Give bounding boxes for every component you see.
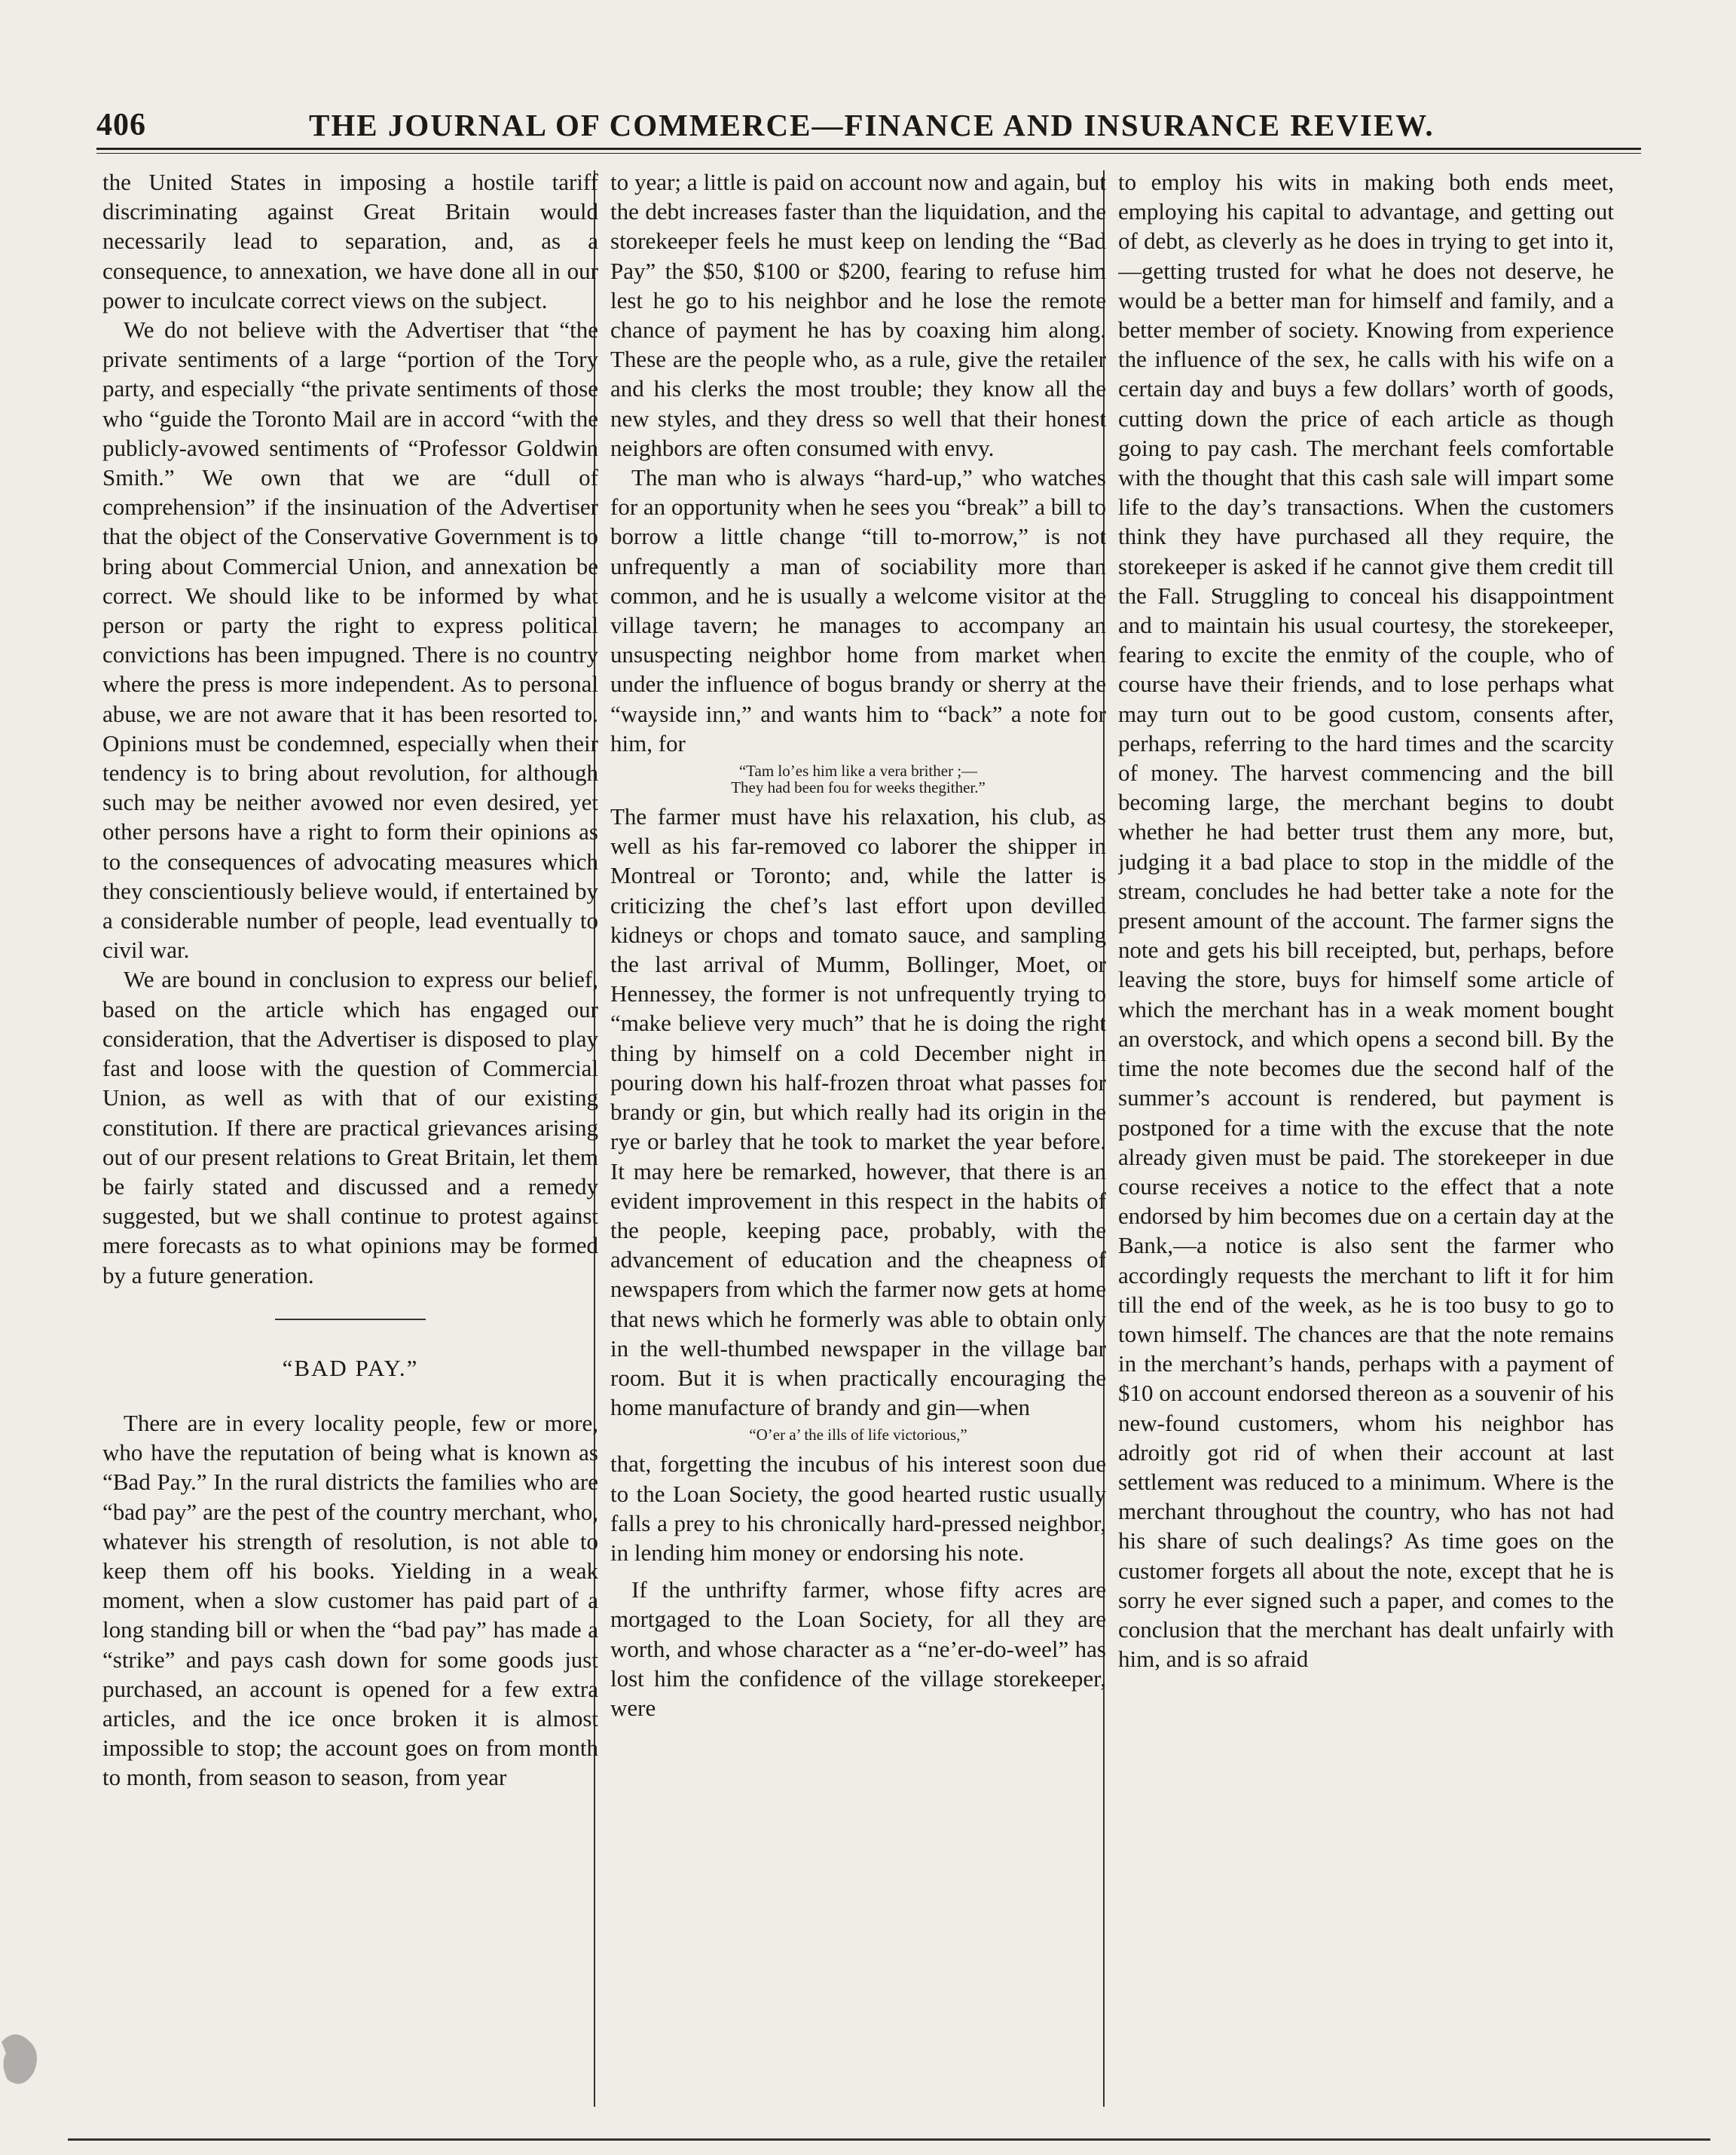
verse-line: “O’er a’ the ills of life victorious,” — [749, 1426, 967, 1444]
paragraph: There are in every locality people, few or more, who have the reputation of being what is known as “Bad Pay.” In the rural districts the families who are “bad pay” are the pest of the country merchant, who, whatever his strength of resolution, is not able to keep them off his books. Yielding in a weak moment, when a slow customer has paid part of a long standing bill or when the “bad pay” has made a “strike” and pays cash down for some goods just purchased, an account is opened for a few extra articles, and the ice once broken it is almost impossible to stop; the account goes on from month to month, from season to season, from year — [102, 1409, 598, 1791]
paragraph: to year; a little is paid on account now and again, but the debt increases faster than the liquidation, and the storekeeper feels he must keep on lending the “Bad Pay” the $50, $100 or $200, fearing to refuse him lest he go to his neighbor and he lose the remote chance of payment he has by coaxing him along. These are the people who, as a rule, give the retailer and his clerks the most trouble; they know all the new styles, and they dress so well that their honest neighbors are often consumed with envy. — [610, 169, 1106, 461]
paragraph: The man who is always “hard-up,” who watches for an opportunity when he sees you “break” a bill to borrow a little change “till to-morrow,” is not unfrequently a man of sociability more than common, and he is usually a welcome visitor at the village tavern; he manages to accompany an unsuspecting neighbor home from market when under the influence of bogus brandy or sherry at the “wayside inn,” and wants him to “back” a note for him, for — [610, 464, 1106, 757]
section-divider — [275, 1319, 426, 1320]
paragraph: to employ his wits in making both ends meet, employing his capital to advantage, and getting out of debt, as cleverly as he does in trying to get into it,—getting trusted for what he does not deserve, he would be a better man for himself and family, and a better member of society. Knowing from experience the influence of the sex, he calls with his wife on a certain day and buys a few dollars’ worth of goods, cutting down the price of each article as though going to pay cash. The merchant feels comfortable with the thought that this cash sale will impart some life to the day’s transactions. When the customers think they have purchased all they require, the storekeeper is asked if he cannot give them credit till the Fall. Struggling to conceal his disappointment and to maintain his usual courtesy, the storekeeper, fearing to excite the enmity of the couple, who of course have their friends, and to lose perhaps what may turn out to be good custom, consents after, perhaps, referring to the hard times and the scarcity of money. The harvest commencing and the bill becoming large, the merchant begins to doubt whether he had better trust them any more, but, judging it a bad place to stop in the middle of the stream, concludes he had better take a note for the present amount of the account. The farmer signs the note and gets his bill receipted, but, perhaps, before leaving the store, buys for himself some article of which the merchant has in a weak moment bought an overstock, and which opens a second bill. By the time the note becomes due the second half of the summer’s account is rendered, but payment is postponed for a time with the excuse that the note already given must be paid. The storekeeper in due course receives a notice to the effect that a note endorsed by him becomes due on a certain day at the Bank,—a notice is also sent the farmer who accordingly requests the merchant to lift it for him till the end of the week, as he is too busy to go to town himself. The chances are that the note remains in the merchant’s hands, perhaps with a payment of $10 on account endorsed thereon as a souvenir of his new-found customers, whom his neighbor has adroitly got rid of when their account at last settlement was reduced to a minimum. Where is the merchant throughout the country, who has not had his share of such dealings? As time goes on the customer forgets all about the note, except that he is sorry he ever signed such a paper, and comes to the conclusion that the merchant has dealt unfairly with him, and is so afraid — [1118, 169, 1614, 1673]
page-number: 406 — [96, 108, 146, 142]
paragraph: that, forgetting the incubus of his interest soon due to the Loan Society, the good hearted rustic usually falls a prey to his chronically hard-pressed neighbor, in lending him money or endorsing his note. — [610, 1450, 1106, 1566]
bottom-rule — [68, 2138, 1710, 2141]
paragraph: We do not believe with the Advertiser that “the private sentiments of a large “portion of the Tory party, and especially “the private sentiments of those who “guide the Toronto Mail are in accord “with the publicly-avowed sentiments of “Professor Goldwin Smith.” We own that we are “dull of comprehension” if the insinuation of the Advertiser that the object of the Conservative Government is to bring about Commercial Union, and annexation be correct. We should like to be informed by what person or party the right to express political convictions has been impugned. There is no country where the press is more independent. As to personal abuse, we are not aware that it has been resorted to. Opinions must be condemned, especially when their tendency is to bring about revolution, for although such may be neither avowed nor even desired, yet other persons have a right to form their opinions as to the consequences of advocating measures which they conscientiously believe would, if entertained by a considerable number of people, lead eventually to civil war. — [102, 316, 598, 964]
running-title: THE JOURNAL OF COMMERCE—FINANCE AND INSURANCE REVIEW. — [309, 108, 1435, 142]
verse-line: They had been fou for weeks thegither.” — [731, 778, 986, 797]
verse-quote — [610, 763, 1106, 796]
paragraph: the United States in imposing a hostile tariff discriminating against Great Britain would necessarily lead to separation, and, as a consequence, to annexation, we have done all in our power to inculcate correct views on the subject. — [102, 169, 598, 313]
section-title: “BAD PAY.” — [282, 1354, 419, 1381]
column-3 — [1118, 167, 1614, 2119]
paragraph: If the unthrifty farmer, whose fifty acres are mortgaged to the Loan Society, for all they are worth, and whose character as a “ne’er-do-weel” has lost him the confidence of the village storekeeper, were — [610, 1576, 1106, 1721]
verse-line: “Tam lo’es him like a vera brither ;— — [738, 762, 978, 781]
header-rule — [96, 148, 1641, 154]
column-2 — [610, 167, 1106, 2119]
paragraph: The farmer must have his relaxation, his club, as well as his far-removed co laborer the shipper in Montreal or Toronto; and, while the latter is criticizing the chef’s last effort upon devilled kidneys or chops and tomato sauce, and sampling the last arrival of Mumm, Bollinger, Moet, or Hennessey, the former is not unfrequently trying to “make believe very much” that he is doing the right thing by himself on a cold December night in pouring down his half-frozen throat what passes for brandy or gin, but which really had its origin in the rye or barley that he took to market the year before. It may here be remarked, however, that there is an evident improvement in this respect in the habits of the people, keeping pace, probably, with the advancement of education and the cheapness of newspapers from which the farmer now gets at home that news which he formerly was able to obtain only in the well-thumbed newspaper in the village bar room. But it is when practically encouraging the home manufacture of brandy and gin—when — [610, 803, 1106, 1421]
paragraph: We are bound in conclusion to express our belief, based on the article which has engaged our consideration, that the Advertiser is disposed to play fast and loose with the question of Commercial Union, as well as with that of our existing constitution. If there are practical grievances arising out of our present relations to Great Britain, let them be fairly stated and discussed and a remedy suggested, but we shall continue to protest against mere forecasts as to what opinions may be formed by a future generation. — [102, 966, 598, 1288]
column-1 — [102, 167, 598, 2119]
verse-quote — [610, 1426, 1106, 1443]
scan-edge-mark — [0, 2019, 53, 2102]
